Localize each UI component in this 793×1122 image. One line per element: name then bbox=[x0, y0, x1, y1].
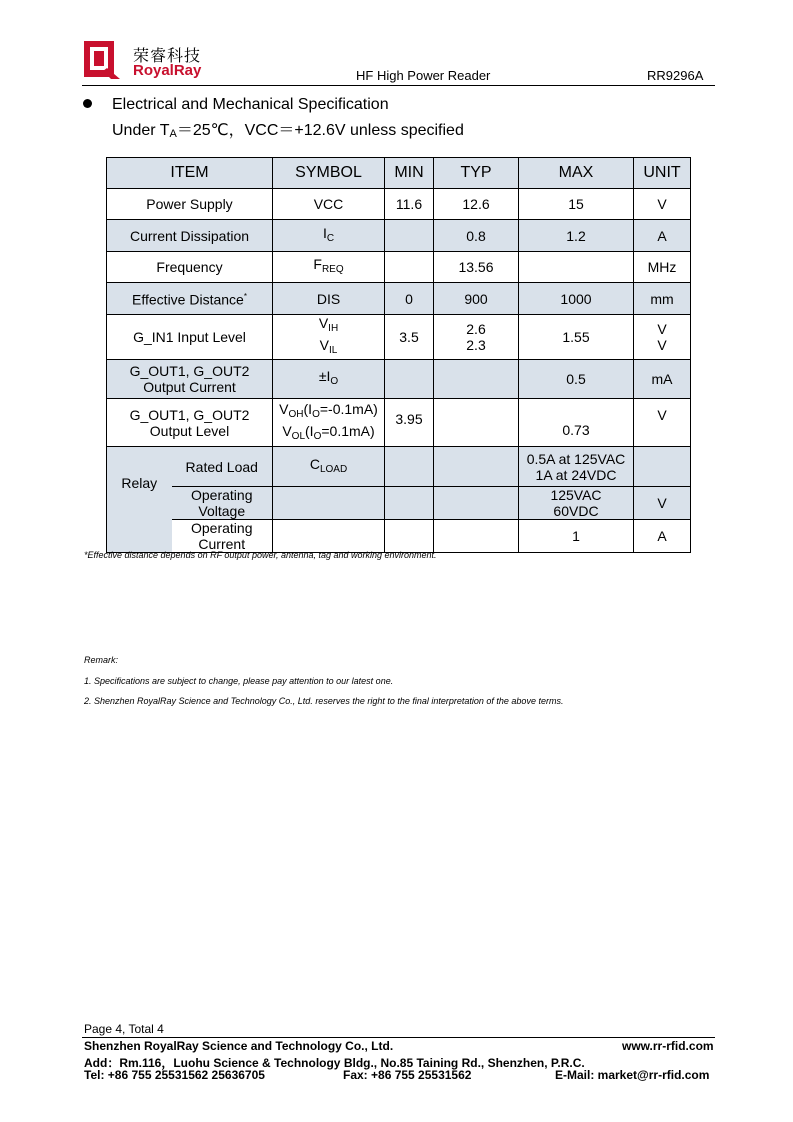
cell-symbol: DIS bbox=[273, 283, 385, 315]
cell-item: Operating Current bbox=[172, 520, 273, 553]
relay-label-continuation bbox=[107, 520, 172, 553]
cell-min bbox=[385, 487, 434, 520]
relay-label: Relay bbox=[107, 447, 172, 520]
cell-typ bbox=[434, 360, 519, 399]
table-row bbox=[107, 189, 691, 220]
cell-item: Operating Voltage bbox=[172, 487, 273, 520]
cell-min bbox=[385, 360, 434, 399]
page-number: Page 4, Total 4 bbox=[84, 1022, 164, 1036]
cell-max: 0.5A at 125VAC 1A at 24VDC bbox=[519, 447, 634, 487]
cell-min: 0 bbox=[385, 283, 434, 315]
cell-unit: MHz bbox=[634, 252, 691, 283]
cell-min bbox=[385, 520, 434, 553]
cell-symbol: $C_{LOAD}$ bbox=[273, 447, 385, 487]
cell-max: 0.5 bbox=[519, 360, 634, 399]
cell-symbol: $V_{OH}(I_O=-0.1mA)$ $V_{OL}(I_O=0.1mA)$ bbox=[273, 399, 385, 447]
table-row bbox=[107, 283, 691, 315]
cell-symbol: $\pm I_O$ bbox=[273, 360, 385, 399]
footnote: *Effective distance depends on RF output power, antenna, tag and working environment. bbox=[84, 550, 437, 560]
remark-item-2: 2. Shenzhen RoyalRay Science and Technology Co., Ltd. reserves the right to the final interpretation of the above terms. bbox=[84, 696, 564, 706]
cell-symbol bbox=[273, 520, 385, 553]
cell-typ: 12.6 bbox=[434, 189, 519, 220]
cell-max: 1000 bbox=[519, 283, 634, 315]
cell-max: 15 bbox=[519, 189, 634, 220]
header-unit: UNIT bbox=[634, 158, 691, 189]
cell-symbol bbox=[273, 487, 385, 520]
footer-tel: Tel: +86 755 25531562 25636705 bbox=[84, 1068, 265, 1082]
cell-typ: 2.6 2.3 bbox=[434, 315, 519, 360]
cell-unit: V bbox=[634, 487, 691, 520]
royalray-logo-icon bbox=[83, 40, 121, 80]
cell-unit: mm bbox=[634, 283, 691, 315]
footer-email: E-Mail: market@rr-rfid.com bbox=[555, 1068, 710, 1082]
cell-min bbox=[385, 252, 434, 283]
cell-item: Frequency bbox=[107, 252, 273, 283]
cell-max: 125VAC 60VDC bbox=[519, 487, 634, 520]
cell-typ bbox=[434, 399, 519, 447]
cell-unit: mA bbox=[634, 360, 691, 399]
cell-min bbox=[385, 447, 434, 487]
remark-item-1: 1. Specifications are subject to change, please pay attention to our latest one. bbox=[84, 676, 394, 686]
cell-typ: 0.8 bbox=[434, 220, 519, 252]
cell-min: 3.95 bbox=[385, 399, 434, 447]
cell-min: 11.6 bbox=[385, 189, 434, 220]
header-typ: TYP bbox=[434, 158, 519, 189]
header-min: MIN bbox=[385, 158, 434, 189]
bullet-icon bbox=[83, 99, 92, 108]
cell-typ bbox=[434, 447, 519, 487]
cell-unit: V V bbox=[634, 315, 691, 360]
footer-website: www.rr-rfid.com bbox=[622, 1039, 714, 1053]
table-row bbox=[107, 447, 691, 487]
remark-title: Remark: bbox=[84, 655, 119, 665]
cell-typ bbox=[434, 520, 519, 553]
cell-max: 0.73 bbox=[519, 399, 634, 447]
cell-max: 1.55 bbox=[519, 315, 634, 360]
table-row bbox=[107, 399, 691, 447]
cell-symbol: $F_{REQ}$ bbox=[273, 252, 385, 283]
cell-min bbox=[385, 220, 434, 252]
table-row bbox=[107, 487, 691, 520]
cell-unit: V bbox=[634, 399, 691, 447]
cell-typ: 13.56 bbox=[434, 252, 519, 283]
document-title: HF High Power Reader bbox=[356, 68, 491, 83]
spec-table bbox=[106, 157, 691, 553]
table-row bbox=[107, 360, 691, 399]
logo-english-text: RoyalRay bbox=[133, 62, 202, 79]
footer-company: Shenzhen RoyalRay Science and Technology Co., Ltd. bbox=[84, 1039, 394, 1053]
header-symbol: SYMBOL bbox=[273, 158, 385, 189]
table-row bbox=[107, 315, 691, 360]
table-row bbox=[107, 252, 691, 283]
cell-typ: 900 bbox=[434, 283, 519, 315]
footer-address: Add：Rm.116，Luohu Science & Technology Bldg., No.85 Taining Rd., Shenzhen, P.R.C. bbox=[84, 1056, 585, 1070]
cell-max bbox=[519, 252, 634, 283]
cell-unit bbox=[634, 447, 691, 487]
cell-item: Power Supply bbox=[107, 189, 273, 220]
cell-typ bbox=[434, 487, 519, 520]
section-conditions: Under TA＝25℃，VCC＝+12.6V unless specified bbox=[112, 122, 464, 140]
cell-min: 3.5 bbox=[385, 315, 434, 360]
header-divider bbox=[82, 85, 715, 86]
header-max: MAX bbox=[519, 158, 634, 189]
table-row bbox=[107, 220, 691, 252]
cell-item: Current Dissipation bbox=[107, 220, 273, 252]
cell-symbol: $I_C$ bbox=[273, 220, 385, 252]
cell-item: G_IN1 Input Level bbox=[107, 315, 273, 360]
section-title: Electrical and Mechanical Specification bbox=[112, 96, 389, 113]
cell-unit: A bbox=[634, 520, 691, 553]
footer-divider bbox=[82, 1037, 715, 1038]
footer-fax: Fax: +86 755 25531562 bbox=[343, 1068, 472, 1082]
model-number: RR9296A bbox=[647, 68, 704, 83]
header-item: ITEM bbox=[107, 158, 273, 189]
table-row bbox=[107, 520, 691, 553]
cell-unit: V bbox=[634, 189, 691, 220]
cell-item: Effective Distance* bbox=[107, 283, 273, 315]
cell-item: Rated Load bbox=[172, 447, 273, 487]
cell-item: G_OUT1, G_OUT2 Output Level bbox=[107, 399, 273, 447]
table-header-row bbox=[107, 158, 691, 189]
cell-unit: A bbox=[634, 220, 691, 252]
logo-chinese-text: 荣睿科技 bbox=[133, 46, 202, 65]
cell-max: 1 bbox=[519, 520, 634, 553]
cell-item: G_OUT1, G_OUT2 Output Current bbox=[107, 360, 273, 399]
cell-max: 1.2 bbox=[519, 220, 634, 252]
cell-symbol: VCC bbox=[273, 189, 385, 220]
cell-symbol: $V_{IH}$ $V_{IL}$ bbox=[273, 315, 385, 360]
